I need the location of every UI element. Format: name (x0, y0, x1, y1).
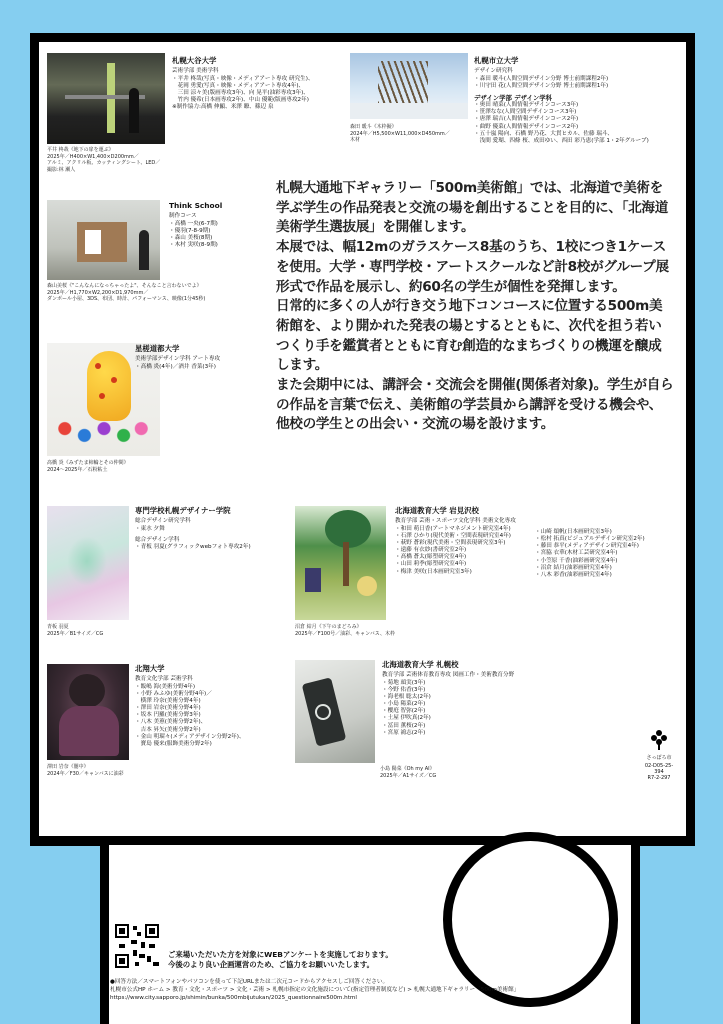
hokusho-artwork-image (47, 664, 129, 760)
iwamizawa-name: 北海道教育大学 岩見沢校 (395, 506, 479, 515)
shiritsu-line: 浅間 愛瑚、四條 桜、成田ゆい、西田 彩乃恵(学部 1・2年グループ) (474, 137, 649, 144)
shiritsu-line: ・曲野 優菜(人間情報デザインコース2年) (474, 123, 579, 130)
caption-line: 小島 陽菜《Oh my AI》 (380, 766, 435, 772)
main-description (276, 179, 674, 435)
otani-line: 芸術学部 美術学科 (172, 68, 219, 75)
shiritsu-artwork-image (350, 53, 468, 119)
think-line: ・高橋 一央(6-7期) (169, 220, 218, 227)
seiryo-line: ・高橋 炎(4年)／酒井 香菜(3年) (135, 363, 216, 370)
caption-line: ダンボール小屋、3DS、布団、時計、パフォーマンス、映像(1分45秒) (47, 296, 206, 302)
caption-line: 森山美桜《"こんなんになっちゃったよ"、そんなこと言わないでよ》 (47, 283, 202, 289)
shiritsu-line: ・唐澤 瑞吉(人間情報デザインコース2年) (474, 116, 579, 123)
main-paragraph: 日常的に多くの人が行き交う地下コンコースに位置する500m美術館を、より開かれた発表の場とするとともに、次代を担う若いつくり手を鑑賞者とともに育む創造的なまちづくりの機運を醸成します。 (276, 298, 663, 374)
survey-announcement (168, 950, 393, 971)
shiritsu-line: デザイン学部 デザイン学科 (474, 93, 553, 102)
otani-caption (47, 147, 160, 173)
iwamizawa-line: ・宮脇 衣華(木材工芸研究室4年) (535, 550, 618, 557)
survey-line: 今後のより良い企画運営のため、ご協力をお願いいたします。 (168, 960, 375, 970)
designer-line: 総合デザイン研究学科 (135, 518, 191, 525)
sapporo-kyoiku-name: 北海道教育大学 札幌校 (382, 660, 459, 669)
sapporo-kyoiku-info (382, 660, 514, 737)
sapporo-kyoiku-line: ・冨田 薫桜(2年) (382, 722, 426, 729)
caption-line: 澤田 岩奈《闇中》 (47, 764, 89, 770)
logo-code: 02-D05-25-394 (644, 763, 674, 775)
think-info (169, 201, 222, 249)
designer-line: 総合デザイン学科 (135, 536, 180, 543)
caption-line: 平井 柊哉《地下の扉を運ぶ》 (47, 147, 114, 153)
shiritsu-line: ・奥田 晴菜(人間情報デザインコース3年) (474, 102, 579, 109)
caption-line: 2025年／A1サイズ／CG (380, 772, 437, 779)
footer (110, 978, 519, 1002)
shiritsu-info (474, 56, 649, 145)
iwamizawa-info (395, 506, 516, 576)
otani-line: ・平井 柊哉(写真・映像・メディアアート専攻 研究生)、 (172, 75, 314, 82)
caption-line: 2024～2025年／石粉粘土 (47, 466, 108, 473)
shiritsu-line: ・笹澤なな(人間空間デザインコース3年) (474, 109, 577, 116)
sapporo-kyoiku-line: ・菊地 頭実(3年) (382, 679, 426, 686)
caption-line: 撮影:林 瀬人 (47, 166, 76, 173)
iwamizawa-line: ・小笠原 千香(油彩画研究室4年) (535, 557, 618, 564)
seiryo-info (135, 344, 220, 371)
hokusho-caption (47, 764, 124, 777)
hokusho-line: ・澤田 岩奈(美術分野4年) (135, 705, 201, 712)
sapporo-kyoiku-line: ・宮原 鴻志(2年) (382, 729, 426, 736)
think-name: Think School (169, 201, 223, 210)
iwamizawa-line: ・遠藤 有衣紗(書研究室2年) (395, 547, 467, 554)
main-paragraph: 札幌大通地下ギャラリー「500m美術館」では、北海道で美術を学ぶ学生の作品発表と交流の場を創出することを目的に、「北海道美術学生選抜展」を開催します。 (276, 180, 669, 236)
shiritsu-line: ・川守田 花(人間空間デザイン分野 博士前期課程1年) (474, 82, 609, 89)
think-caption (47, 283, 205, 303)
caption-line: アルミ、アクリル板、カッティングシート、LED／ (47, 160, 161, 166)
iwamizawa-line: 教育学部 芸術・スポーツ文化学科 美術文化専攻 (395, 518, 516, 525)
think-line: ・優羽(7-8-9期) (169, 227, 211, 234)
otani-name: 札幌大谷大学 (172, 56, 217, 65)
caption-line: 2025年／F100号／油彩、キャンバス、木枠 (295, 630, 395, 637)
iwamizawa-line: ・石澤 ひかり(現代美術・空間表現研究室4年) (395, 532, 511, 539)
designer-name: 専門学校札幌デザイナー学院 (135, 506, 231, 515)
hokusho-name: 北翔大学 (135, 664, 165, 673)
sapporo-kyoiku-line: 教育学部 芸術体育教育専攻 図画工作・美術教育分野 (382, 672, 515, 679)
hokusho-line: 教育文化学部 芸術学科 (135, 676, 193, 683)
caption-line: 2024年／F30／キャンバスに油彩 (47, 770, 124, 777)
caption-line: 沼倉 結月《下午のまどろみ》 (295, 624, 362, 630)
seiryo-caption (47, 460, 129, 473)
qr-code[interactable] (113, 922, 161, 970)
seiryo-name: 星槎道都大学 (135, 344, 180, 353)
sapporo-kyoiku-caption (380, 766, 436, 779)
iwamizawa-line: ・山崎 頌帆(日本画研究室3年) (535, 529, 612, 535)
iwamizawa-line: ・沼倉 結月(油彩画研究室4年) (535, 564, 612, 571)
logo-name: さっぽろ市 (646, 755, 672, 761)
shiritsu-caption (350, 124, 450, 144)
shiritsu-line: ・森田 暖斗(人間空間デザイン分野 博士前期課程2年) (474, 75, 609, 82)
designer-line: ・青板 羽夏(グラフィックwebフォト専攻2年) (135, 543, 251, 550)
logo-code: R7-2-297 (647, 775, 671, 781)
iwamizawa-info-2 (535, 529, 645, 579)
lilac-icon (648, 728, 670, 750)
iwamizawa-caption (295, 624, 395, 637)
think-line: ・木村 実咲(8-9期) (169, 242, 218, 249)
shiritsu-line: デザイン研究科 (474, 68, 513, 75)
seiryo-line: 美術学部デザイン学科 アート専攻 (135, 356, 221, 363)
hokusho-line: ・坂本 円羅(美術分野3年) (135, 712, 201, 719)
iwamizawa-line: ・梅津 美咲(日本画研究室3年) (395, 568, 472, 575)
hokusho-line: ・小野 みふゆ(美術分野4年)／ (135, 690, 212, 697)
iwamizawa-line: ・八木 彩香(油彩画研究室4年) (535, 571, 612, 578)
otani-line: ※制作協力:高橋 伸顯、米澤 瞭、篠辺 泉 (172, 104, 274, 111)
survey-line: ご来場いただいた方を対象にWEBアンケートを実施しております。 (168, 950, 393, 959)
hokusho-line: 横澤 玲奈(美術分野4年) (135, 697, 201, 704)
designer-caption (47, 624, 103, 637)
shiritsu-name: 札幌市立大学 (474, 56, 519, 65)
caption-line: 2024年／H5,500×W11,000×D450mm／ (350, 130, 450, 137)
sapporo-kyoiku-line: ・今野 佑香(3年) (382, 686, 426, 693)
frame-edge-left (30, 836, 100, 846)
sapporo-kyoiku-artwork-image (295, 660, 375, 763)
think-line: 制作コース (169, 213, 197, 220)
footer-line: ●回答方法／スマートフォンやパソコンを使って下記URLまたは二次元コードからアクセスしご回答ください。 (110, 979, 389, 985)
designer-info (135, 506, 251, 551)
caption-line: 青板 羽夏 (47, 624, 69, 630)
caption-line: 森田 暖斗《木枠擬》 (350, 124, 397, 130)
caption-line: 木材 (350, 137, 361, 143)
iwamizawa-line: ・藤田 恭平(メディアデザイン研究室4年) (535, 543, 639, 550)
frame-edge-right (640, 836, 695, 846)
footer-breadcrumb: 札幌市公式HP ホーム > 教育・文化・スポーツ > 文化・芸術 > 札幌市指定の文化施設について(指定管理者制度など) > 札幌大通地下ギャラリー「500m美術館」 (110, 987, 520, 994)
hokusho-info (135, 664, 245, 748)
hokusho-line: ・飯嶋 海(美術分野4年) (135, 683, 196, 690)
iwamizawa-line: ・萩野 蒼彩(現代美術・空間表現研究室3年) (395, 539, 506, 546)
think-line: ・森山 美桜(8期) (169, 234, 213, 241)
caption-line: 2025年／B1サイズ／CG (47, 630, 104, 637)
main-paragraph: 本展では、幅12mのガラスケース8基のうち、1校につき1ケースを使用。大学・専門学校・アートスクールなど計8校がグループ展形式で作品を展示し、約60名の学生が個性を発揮します。 (276, 239, 669, 295)
footer-url-link[interactable]: https://www.city.sapporo.jp/shimin/bunka/500mbijutukan/2025_questionnaire500m.html (110, 995, 357, 1002)
iwamizawa-line: ・髙橋 蒼太(彫塑研究室4年) (395, 554, 467, 561)
caption-line: 2025年／H1,770×W2,200×D1,970mm／ (47, 289, 149, 296)
hokusho-line: ・八木 美蕙(美術分野2年)、 (135, 719, 207, 726)
main-paragraph: また会期中には、講評会・交流会を開催(関係者対象)。学生が自らの作品を言葉で伝え、美術館の学芸員から講評を受ける機会や、他校の学生との出会い・交流の場を設けます。 (276, 377, 674, 433)
otani-line: 三田 涼々美(版画専攻3年)、向 晃平(油彩専攻3年)、 (172, 89, 309, 96)
sapporo-kyoiku-line: ・土屋 伊吹真(2年) (382, 715, 431, 722)
think-artwork-image (47, 200, 160, 280)
caption-line: 髙橋 炎《みずたま柿輪とその仲間》 (47, 460, 129, 466)
otani-line: 花岡 勇愛(写真・映像・メディアアート専攻4年)、 (172, 82, 305, 89)
iwamizawa-line: ・松村 拓真(ビジュアルデザイン研究室2年) (535, 536, 645, 543)
otani-artwork-image (47, 53, 165, 144)
iwamizawa-line: ・和田 萌日香(アートマネジメント研究室4年) (395, 525, 511, 532)
sapporo-kyoiku-line: ・海老根 聡太(2年) (382, 693, 431, 700)
sapporo-city-logo (642, 728, 676, 781)
iwamizawa-line: ・山田 莉季(彫塑研究室4年) (395, 561, 467, 568)
hokusho-line: ・金山 明瑠々(メディアデザイン分野2年)、 (135, 733, 245, 740)
shiritsu-line: ・五十嵐 陽向、石橋 野乃花、大貫ヒカル、佐藤 瑞斗、 (474, 130, 614, 137)
otani-info (172, 56, 314, 111)
caption-line: 2025年／H400×W1,400×D200mm／ (47, 153, 139, 160)
sapporo-kyoiku-line: ・櫻庭 智弥(2年) (382, 708, 426, 715)
iwamizawa-artwork-image (295, 506, 386, 620)
designer-artwork-image (47, 506, 129, 620)
otani-line: 竹内 優希(日本画専攻2年)、中山 優範(版画専攻2年) (172, 97, 309, 104)
sapporo-kyoiku-line: ・小島 陽菜(2年) (382, 701, 426, 708)
designer-line: ・東水 夕舞 (135, 525, 165, 532)
hokusho-line: 吉本 昇矢(美術分野2年) (135, 726, 201, 733)
hokusho-line: 寶島 優来(服飾美術分野2年) (135, 740, 212, 747)
